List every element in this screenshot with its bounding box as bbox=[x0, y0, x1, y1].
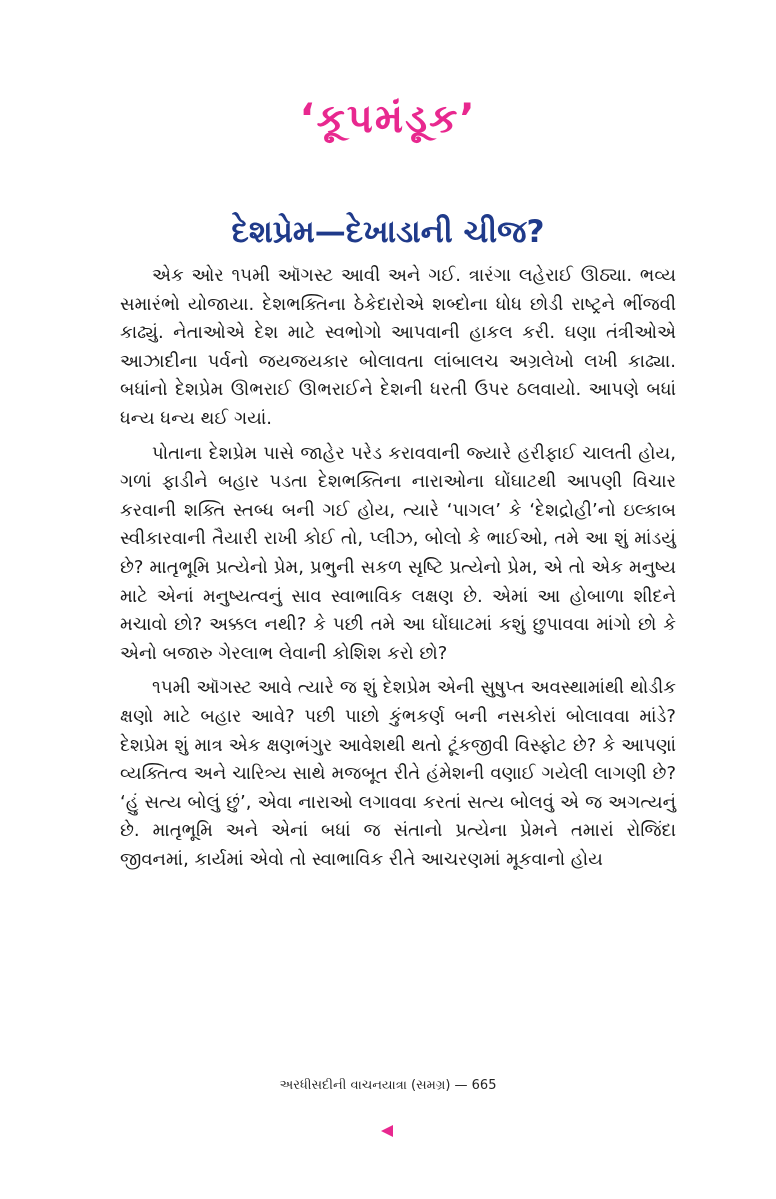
series-title: ‘કૂપમંડૂક’ bbox=[299, 96, 477, 142]
paragraph: એક ઓર ૧૫મી ઑગસ્ટ આવી અને ગઈ. ત્રારંગા લહેરાઈ ઊઠ્યા. ભવ્ય સમારંભો યોજાયા. દેશભક્તિના ઠેકેદારોએ શબ્દોના ધોધ છોડી રાષ્ટ્રને ભીંજવી કાઢ્યું. નેતાઓએ દેશ માટે સ્વભોગો આપવાની હાકલ કરી. ઘણા તંત્રીઓએ આઝાદીના પર્વનો જયજયકાર બોલાવતા લાંબાલચ અગ્રલેખો લખી કાઢ્યા. બધાંનો દેશપ્રેમ ઊભરાઈ ઊભરાઈને દેશની ધરતી ઉપર ઠલવાયો. આપણે બધાં ધન્ય ધન્ય થઈ ગયાં. bbox=[120, 265, 676, 429]
article-title: દેશપ્રેમ—દેખાડાની ચીજ? bbox=[231, 214, 545, 250]
previous-page-button[interactable] bbox=[376, 1120, 398, 1142]
paragraph: પોતાના દેશપ્રેમ પાસે જાહેર પરેડ કરાવવાની જ્યારે હરીફાઈ ચાલતી હોય, ગળાં ફાડીને બહાર પડતા દેશભક્તિના નારાઓના ઘોંઘાટથી આપણી વિચાર કરવાની શક્તિ સ્તબ્ધ બની ગઈ હોય, ત્યારે ‘પાગલ’ કે ‘દેશદ્રોહી’નો ઇલ્કાબ સ્વીકારવાની તૈયારી રાખી કોઈ તો, પ્લીઝ, બોલો કે ભાઈઓ, તમે આ શું માંડયું છે? માતૃભૂમિ પ્રત્યેનો પ્રેમ, પ્રભુની સકળ સૃષ્ટિ પ્રત્યેનો પ્રેમ, એ તો એક મનુષ્ય માટે એનાં મનુષ્યત્વનું સાવ સ્વાભાવિક લક્ષણ છે. એમાં આ હોબાળા શીદને મચાવો છો? અક્કલ નથી? કે પછી તમે આ ઘોંઘાટમાં કશું છુપાવવા માંગો છો કે એનો બજારુ ગેરલાભ લેવાની કોશિશ કરો છો? bbox=[120, 442, 676, 664]
left-triangle-icon bbox=[380, 1124, 394, 1138]
article-body bbox=[120, 262, 676, 880]
paragraph: ૧૫મી ઑગસ્ટ આવે ત્યારે જ શું દેશપ્રેમ એની સુષુપ્ત અવસ્થામાંથી થોડીક ક્ષણો માટે બહાર આવે? પછી પાછો કુંભકર્ણ બની નસકોરાં બોલાવવા માંડે? દેશપ્રેમ શું માત્ર એક ક્ષણભંગુર આવેશથી થતો ટૂંકજીવી વિસ્ફોટ છે? કે આપણાં વ્યક્તિત્વ અને ચારિત્ર્ય સાથે મજબૂત રીતે હંમેશની વણાઈ ગયેલી લાગણી છે? ‘હું સત્ય બોલું છું’, એવા નારાઓ લગાવવા કરતાં સત્ય બોલવું એ જ અગત્યનું છે. માતૃભૂમિ અને એનાં બધાં જ સંતાનો પ્રત્યેના પ્રેમને તમારાં રોજિંદા જીવનમાં, કાર્યમાં એવો તો સ્વાભાવિક રીતે આચરણમાં મૂકવાનો હોય bbox=[120, 677, 676, 870]
page-footer: અરધીસદીની વાચનયાત્રા (સમગ્ર) — 665 bbox=[279, 1078, 497, 1093]
